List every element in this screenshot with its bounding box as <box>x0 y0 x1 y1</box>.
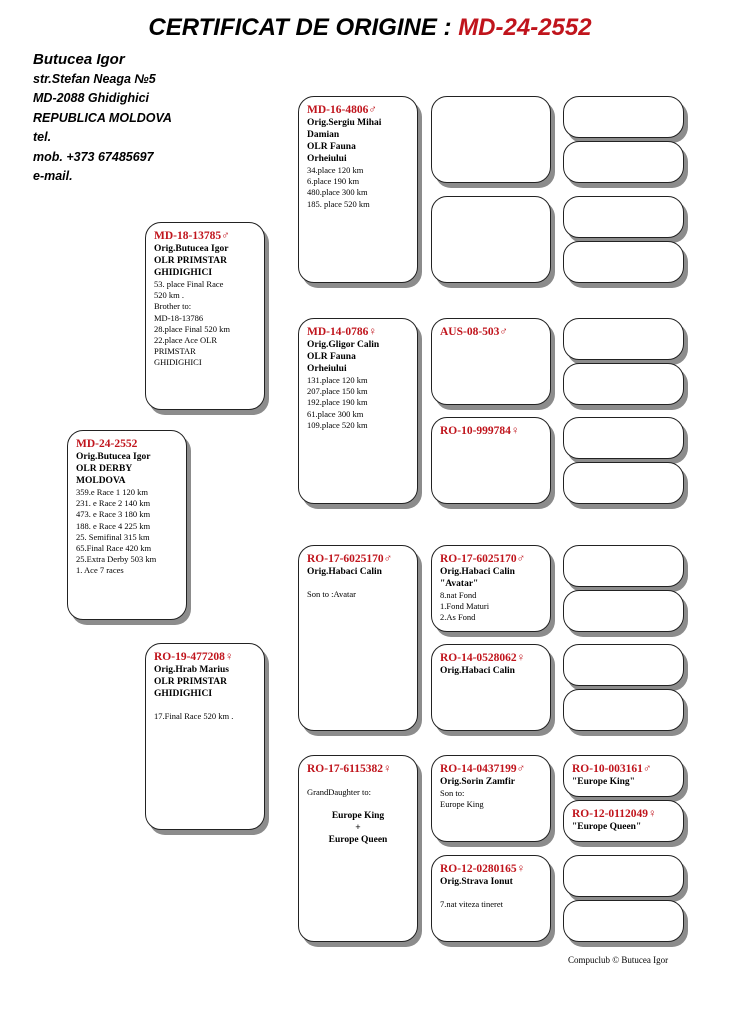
pigeon-info-line: GrandDaughter to: <box>307 787 371 798</box>
pigeon-info-line: 53. place Final Race <box>154 279 224 289</box>
pigeon-info-line <box>307 776 409 787</box>
pigeon-g5-card <box>563 900 684 942</box>
pigeon-info-line <box>440 888 542 899</box>
pigeon-origin-line: Orig.Gligor Calin <box>307 340 380 350</box>
pigeon-g5-card <box>563 855 684 897</box>
pigeon-origin-line: GHIDIGHICI <box>154 268 213 278</box>
pigeon-info-line: 1.Fond Maturi <box>440 601 490 612</box>
pigeon-info-line: Europe King <box>440 799 484 810</box>
pigeon-g5-card <box>563 462 684 504</box>
pigeon-dam-card <box>145 643 265 830</box>
ring-number: RO-14-0437199♂ <box>440 763 526 775</box>
footer-credit: Compuclub © Butucea Igor <box>568 955 669 965</box>
owner-country: REPUBLICA MOLDOVA <box>33 110 172 125</box>
owner-tel: tel. <box>33 130 52 144</box>
pigeon-origin-line: Orig.Habaci Calin <box>307 567 382 577</box>
pigeon-ddd-card <box>431 855 551 942</box>
pigeon-info-line: Son to: <box>440 788 465 798</box>
pigeon-origin-line: Damian <box>307 130 340 140</box>
pigeon-origin-line: OLR PRIMSTAR <box>154 677 227 687</box>
pigeon-info-line: 61.place 300 km <box>307 408 364 419</box>
ring-number: RO-14-0528062♀ <box>440 652 526 664</box>
pigeon-info-line <box>307 578 409 589</box>
pigeon-origin-line: Orheiului <box>307 364 347 374</box>
pigeon-sdd-card <box>431 417 551 504</box>
pigeon-info-line: 6.place 190 km <box>307 176 360 187</box>
pigeon-sd-card <box>298 318 418 504</box>
pigeon-ds-card <box>298 545 418 731</box>
pigeon-ddss-card <box>563 755 684 797</box>
pigeon-info-line: 2.As Fond <box>440 612 476 623</box>
pigeon-info-line: 185. place 520 km <box>307 198 370 209</box>
pigeon-info-line: Brother to: <box>154 301 192 312</box>
pigeon-info-line <box>307 798 409 809</box>
title-code: MD-24-2552 <box>458 14 592 41</box>
pigeon-info-line: 480.place 300 km <box>307 187 368 198</box>
pigeon-ssb-card <box>431 196 551 283</box>
pigeon-info-line: 231. e Race 2 140 km <box>76 498 151 509</box>
title-prefix: CERTIFICAT DE ORIGINE : <box>148 14 452 41</box>
pigeon-info-line: 192.place 190 km <box>307 397 368 408</box>
pigeon-ddsd-card <box>563 800 684 842</box>
pigeon-info-line: Europe King <box>331 810 385 821</box>
pigeon-info-line: 17.Final Race 520 km . <box>154 711 234 722</box>
pigeon-info-line: + <box>355 822 361 833</box>
pigeon-info-line: 109.place 520 km <box>307 419 368 430</box>
pigeon-g5-card <box>563 590 684 632</box>
pigeon-origin-line: Orig.Habaci Calin <box>440 567 515 577</box>
pigeon-sds-card <box>431 318 551 405</box>
owner-mob: mob. +373 67485697 <box>33 149 154 164</box>
pigeon-origin-line: "Avatar" <box>440 579 479 589</box>
pigeon-info-line: 25. Semifinal 315 km <box>76 531 150 542</box>
pigeon-info-line: 1. Ace 7 races <box>76 565 124 576</box>
owner-name: Butucea Igor <box>33 51 125 68</box>
pigeon-origin-line: Orig.Hrab Marius <box>154 665 229 675</box>
pigeon-info-line: 8.nat Fond <box>440 590 477 600</box>
pigeon-origin-line: OLR PRIMSTAR <box>154 256 227 266</box>
ring-number: MD-14-0786♀ <box>307 326 377 338</box>
ring-number: MD-24-2552 <box>76 438 138 450</box>
pigeon-dss-card <box>431 545 551 632</box>
pigeon-g5-card <box>563 545 684 587</box>
pigeon-info-line: PRIMSTAR <box>154 346 196 357</box>
certificate-title <box>0 14 740 42</box>
pigeon-g5-card <box>563 363 684 405</box>
pigeon-info-line: Son to :Avatar <box>307 589 356 600</box>
ring-number: RO-17-6115382♀ <box>307 763 392 775</box>
ring-number: RO-12-0112049♀ <box>572 808 657 820</box>
pigeon-origin-line: GHIDIGHICI <box>154 689 213 699</box>
pigeon-info-line: 473. e Race 3 180 km <box>76 509 151 520</box>
pigeon-dds-card <box>431 755 551 842</box>
pigeon-g5-card <box>563 318 684 360</box>
pigeon-sire-card <box>145 222 265 410</box>
owner-city: MD-2088 Ghidighici <box>33 91 149 105</box>
pigeon-origin-line: Orig.Habaci Calin <box>440 666 515 676</box>
pigeon-info-line: Europe Queen <box>328 834 388 845</box>
pigeon-ssa-card <box>431 96 551 183</box>
pigeon-dd-card <box>298 755 418 942</box>
pigeon-info-line: 65.Final Race 420 km <box>76 543 152 554</box>
pigeon-origin-line: Orig.Sergiu Mihai <box>307 118 382 128</box>
pigeon-info-line: 188. e Race 4 225 km <box>76 520 151 531</box>
pigeon-g5-card <box>563 241 684 283</box>
pigeon-g5-card <box>563 417 684 459</box>
owner-street: str.Stefan Neaga №5 <box>33 71 156 86</box>
ring-number: RO-10-999784♀ <box>440 425 520 437</box>
pigeon-origin-line: OLR DERBY <box>76 464 133 474</box>
ring-number: RO-12-0280165♀ <box>440 863 526 875</box>
pigeon-origin-line: Orig.Strava Ionut <box>440 877 513 887</box>
pigeon-g5-card <box>563 96 684 138</box>
pigeon-g5-card <box>563 141 684 183</box>
pigeon-info-line: 131.place 120 km <box>307 375 368 385</box>
ring-number: RO-10-003161♂ <box>572 763 652 775</box>
pigeon-info-line: 7.nat viteza tineret <box>440 899 504 910</box>
pigeon-ss-card <box>298 96 418 283</box>
pigeon-info-line: 28.place Final 520 km <box>154 323 231 334</box>
pigeon-info-line: 207.place 150 km <box>307 386 368 397</box>
pigeon-dsd-card <box>431 644 551 731</box>
pigeon-main-card <box>67 430 187 620</box>
pigeon-origin-line: Orig.Butucea Igor <box>154 244 229 254</box>
pigeon-g5-card <box>563 196 684 238</box>
pigeon-origin-line: Orheiului <box>307 154 347 164</box>
owner-email: e-mail. <box>33 169 73 183</box>
pigeon-info-line: 25.Extra Derby 503 km <box>76 554 157 565</box>
pigeon-info-line: 520 km . <box>154 290 184 301</box>
pigeon-info-line: 22.place Ace OLR <box>154 335 218 346</box>
ring-number: AUS-08-503♂ <box>440 326 509 338</box>
pigeon-origin-line: Orig.Sorin Zamfir <box>440 777 515 787</box>
pigeon-origin-line: OLR Fauna <box>307 142 356 152</box>
pigeon-info-line: MD-18-13786 <box>154 312 204 323</box>
ring-number: RO-17-6025170♂ <box>307 553 393 565</box>
ring-number: MD-16-4806♂ <box>307 104 377 116</box>
pigeon-info-line: 359.e Race 1 120 km <box>76 487 148 497</box>
pigeon-g5-card <box>563 644 684 686</box>
pigeon-info-line <box>154 700 256 711</box>
pigeon-g5-card <box>563 689 684 731</box>
pigeon-info-line: 34.place 120 km <box>307 165 364 175</box>
pigeon-info-line: GHIDIGHICI <box>154 357 202 368</box>
pigeon-origin-line: Orig.Butucea Igor <box>76 452 151 462</box>
owner-address <box>33 50 172 187</box>
pigeon-origin-line: OLR Fauna <box>307 352 356 362</box>
pigeon-origin-line: "Europe King" <box>572 777 635 787</box>
ring-number: RO-17-6025170♂ <box>440 553 526 565</box>
pigeon-origin-line: "Europe Queen" <box>572 822 642 832</box>
ring-number: RO-19-477208♀ <box>154 651 234 663</box>
ring-number: MD-18-13785♂ <box>154 230 230 242</box>
pigeon-origin-line: MOLDOVA <box>76 476 126 486</box>
